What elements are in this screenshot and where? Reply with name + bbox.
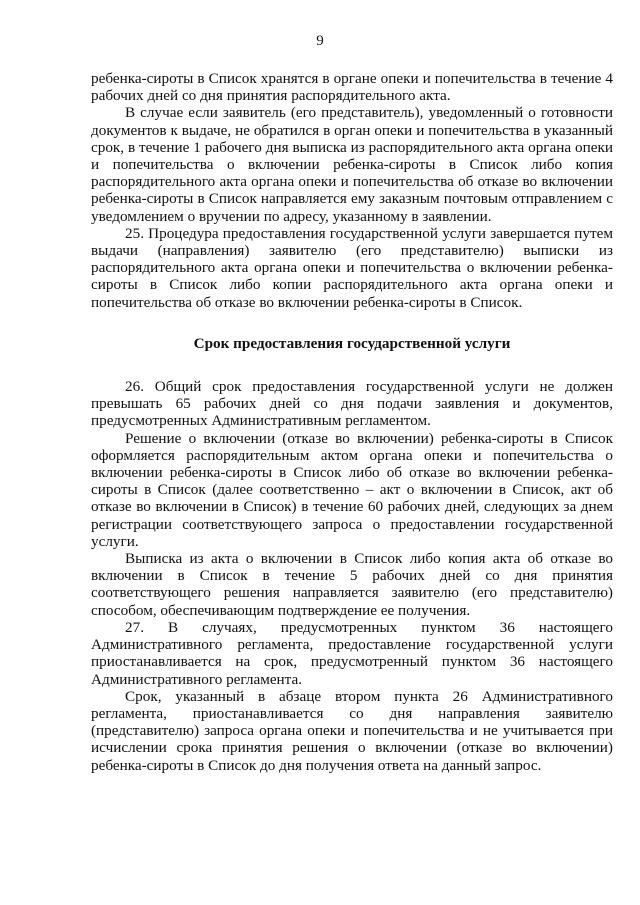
paragraph-item-26: 26. Общий срок предоставления государственной услуги не должен превышать 65 рабочих дней со дня подачи заявления и документов, предусмотренных Административным регламентом.: [91, 378, 613, 430]
paragraph-item-27: 27. В случаях, предусмотренных пунктом 36 настоящего Административного регламента, предоставление государственной услуги приостанавливается на срок, предусмотренный пунктом 36 настоящего Административного регламента.: [91, 618, 613, 688]
page-number: 9: [316, 33, 324, 49]
paragraph-continuation: ребенка-сироты в Список хранятся в органе опеки и попечительства в течение 4 рабочих дней со дня принятия распорядительного акта.: [91, 70, 613, 105]
section-heading: Срок предоставления государственной услуги: [193, 334, 511, 352]
paragraph-item-25: 25. Процедура предоставления государственной услуги завершается путем выдачи (направления) заявителю (его представителю) выписки из распорядительного акта органа опеки и попечительства о включении ребенка-сироты в Список либо копии распорядительного акта органа опеки и попечительства об отказе во включении ребенка-сироты в Список.: [91, 224, 613, 311]
paragraph-decision: Решение о включении (отказе во включении) ребенка-сироты в Список оформляется распорядительным актом органа опеки и попечительства о включении ребенка-сироты в Список либо об отказе во включении ребенка-сироты в Список (далее соответственно – акт о включении в Список, акт об отказе во включении в Список) в течение 60 рабочих дней, следующих за днем регистрации соответствующего запроса о предоставлении государственной услуги.: [91, 429, 613, 550]
paragraph-extract: Выписка из акта о включении в Список либо копия акта об отказе во включении в Список в течение 5 рабочих дней со дня принятия соответствующего решения направляется заявителю (его представителю) способом, обеспечивающим подтверждение ее получения.: [91, 550, 613, 619]
paragraph-suspension: Срок, указанный в абзаце втором пункта 26 Административного регламента, приостанавливается со дня направления заявителю (представителю) запроса органа опеки и попечительства и не учитывается при исчислении срока принятия решения о включении (отказе во включении) ребенка-сироты в Список до дня получения ответа на данный запрос.: [91, 687, 613, 774]
paragraph-notification: В случае если заявитель (его представитель), уведомленный о готовности документов к выдаче, не обратился в орган опеки и попечительства в указанный срок, в течение 1 рабочего дня выписка из распорядительного акта органа опеки и попечительства о включении ребенка-сироты в Список либо копия распорядительного акта органа опеки и попечительства об отказе во включении ребенка-сироты в Список направляется ему заказным почтовым отправлением с уведомлением о вручении по адресу, указанному в заявлении.: [91, 104, 613, 225]
document-body: [91, 70, 613, 774]
